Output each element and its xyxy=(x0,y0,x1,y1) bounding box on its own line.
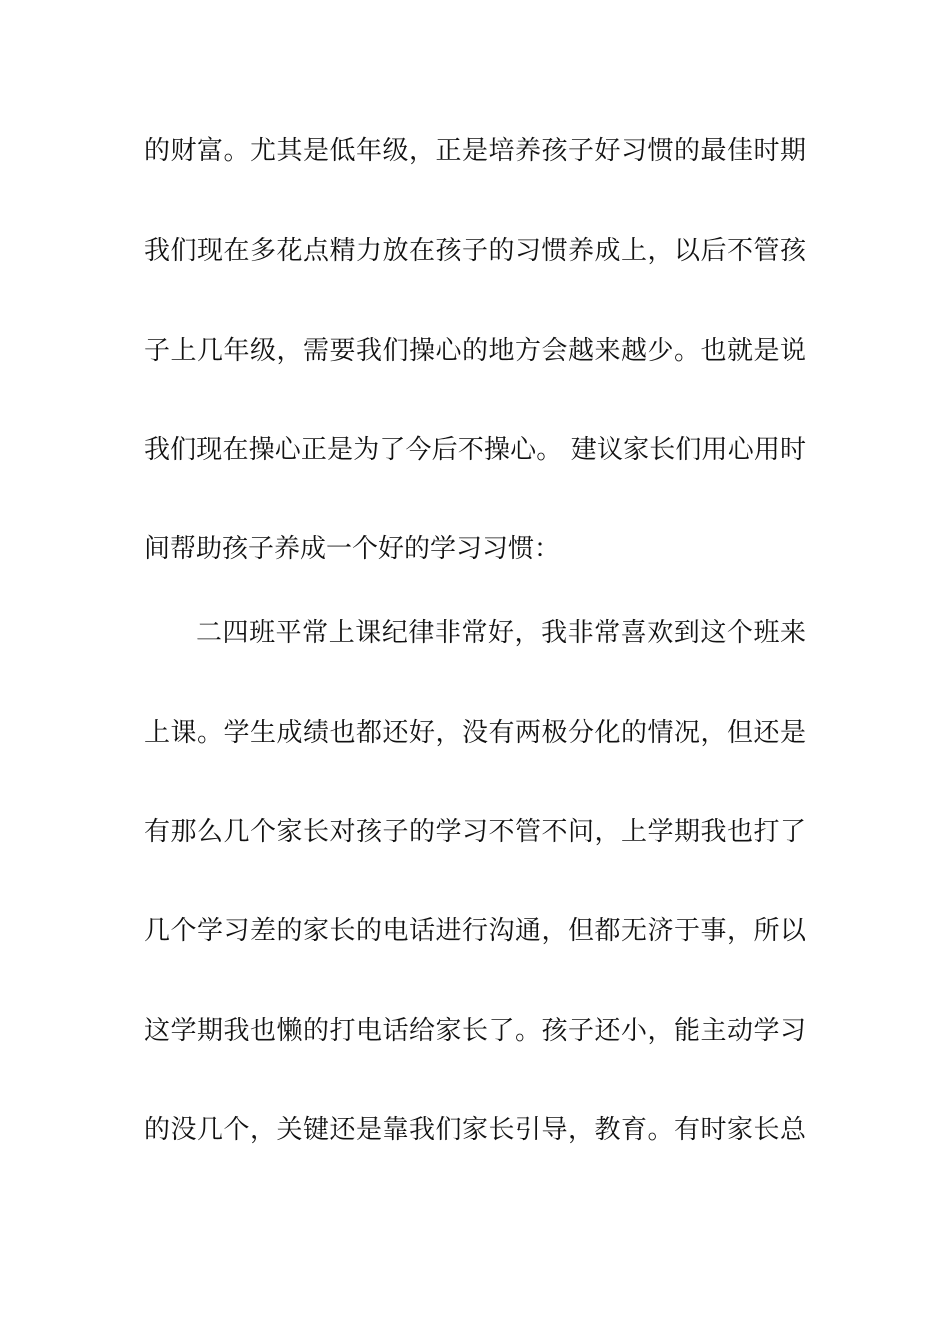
text-line: 我们现在多花点精力放在孩子的习惯养成上，以后不管孩 xyxy=(144,236,806,266)
text-line: 子上几年级，需要我们操心的地方会越来越少。也就是说 xyxy=(144,336,806,366)
text-line: 的没几个，关键还是靠我们家长引导，教育。有时家长总 xyxy=(144,1115,806,1145)
text-line: 几个学习差的家长的电话进行沟通，但都无济于事，所以 xyxy=(144,916,806,946)
text-line: 间帮助孩子养成一个好的学习习惯： xyxy=(144,534,561,564)
text-line: 的财富。尤其是低年级，正是培养孩子好习惯的最佳时期 xyxy=(144,136,806,166)
text-line: 我们现在操心正是为了今后不操心。 建议家长们用心用时 xyxy=(144,435,806,465)
text-line: 有那么几个家长对孩子的学习不管不问，上学期我也打了 xyxy=(144,817,806,847)
text-line: 这学期我也懒的打电话给家长了。孩子还小，能主动学习 xyxy=(144,1016,806,1046)
text-line: 上课。学生成绩也都还好，没有两极分化的情况，但还是 xyxy=(144,718,806,748)
paragraph-first-line: 二四班平常上课纪律非常好，我非常喜欢到这个班来 xyxy=(196,618,806,648)
